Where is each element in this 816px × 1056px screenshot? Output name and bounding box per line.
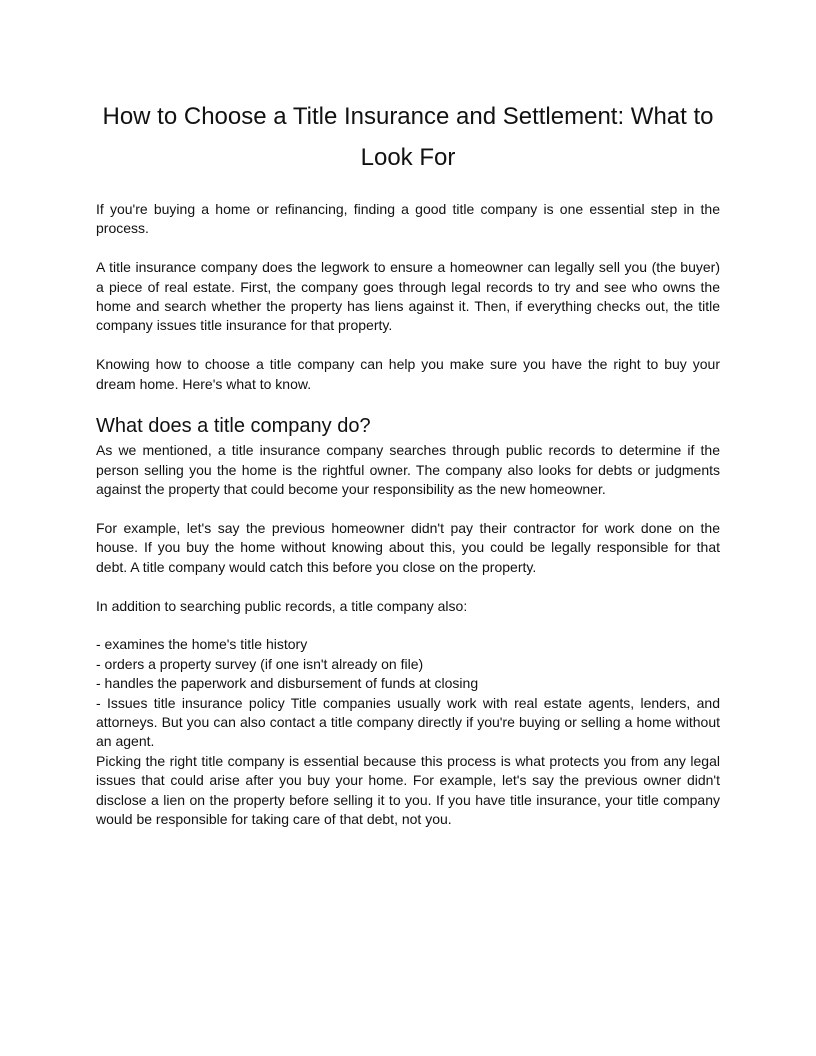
list-item: - handles the paperwork and disbursement of funds at closing bbox=[96, 675, 479, 692]
intro-paragraph: Knowing how to choose a title company can help you make sure you have the right to buy your dream home. Here's what to know. bbox=[96, 356, 720, 392]
section-paragraph: For example, let's say the previous homeowner didn't pay their contractor for work done on the house. If you buy the home without knowing about this, you could be legally responsible for that debt. A title company would catch this before you close on the property. bbox=[96, 520, 720, 575]
section-paragraph: As we mentioned, a title insurance company searches through public records to determine if the person selling you the home is the rightful owner. The company also looks for debts or judgments against the property that could become your responsibility as the new homeowner. bbox=[96, 442, 720, 498]
document-title: How to Choose a Title Insurance and Settlement: What to Look For bbox=[102, 103, 714, 171]
list-item: - Issues title insurance policy Title companies usually work with real estate agents, lenders, and attorneys. But you can also contact a title company directly if you're buying or selling a home without an agent. bbox=[96, 694, 720, 750]
closing-paragraph: Picking the right title company is essential because this process is what protects you from any legal issues that could arise after you buy your home. For example, let's say the previous owner didn't disclose a lien on the property before selling it to you. If you have title insurance, your title company would be responsible for taking care of that debt, not you. bbox=[96, 752, 720, 828]
section-paragraph: In addition to searching public records, a title company also: bbox=[96, 597, 468, 614]
section-heading: What does a title company do? bbox=[96, 415, 371, 438]
document-page bbox=[96, 96, 720, 849]
list-item: - examines the home's title history bbox=[96, 636, 308, 653]
list-item: - orders a property survey (if one isn't already on file) bbox=[96, 655, 424, 672]
services-list bbox=[96, 635, 720, 751]
intro-paragraph: A title insurance company does the legwork to ensure a homeowner can legally sell you (the buyer) a piece of real estate. First, the company goes through legal records to try and see who owns the home and search whether the property has liens against it. Then, if everything checks out, the title company issues title insurance for that property. bbox=[96, 259, 720, 334]
intro-paragraph: If you're buying a home or refinancing, finding a good title company is one essential step in the process. bbox=[96, 201, 720, 237]
